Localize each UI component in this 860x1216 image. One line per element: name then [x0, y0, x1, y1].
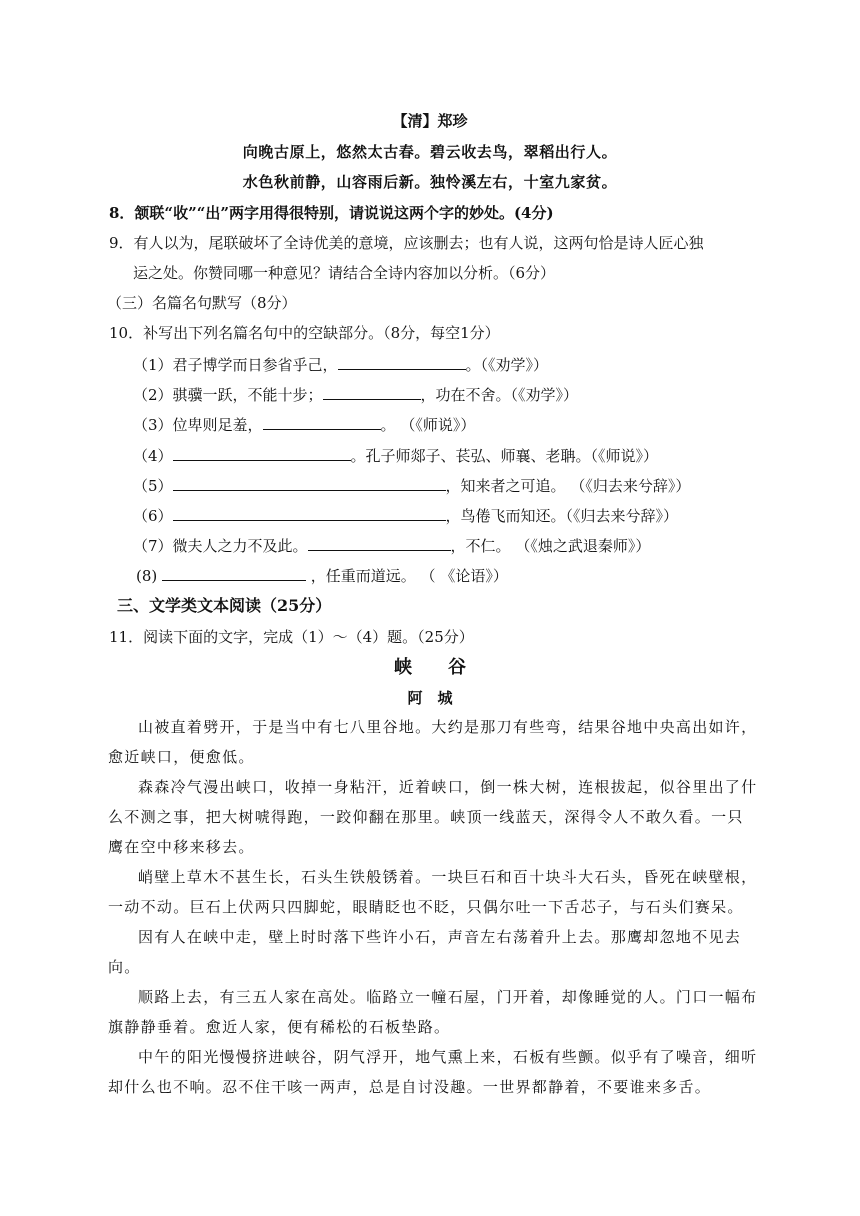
passage-paragraph: 山被直着劈开，于是当中有七八里谷地。大约是那刀有些弯，结果谷地中央高出如许，愈近峡口，便愈低。 — [108, 718, 758, 766]
blank-line[interactable] — [263, 414, 381, 430]
dictation-item-8-prefix: (8) — [136, 567, 163, 585]
blank-line[interactable] — [173, 475, 446, 491]
passage-body — [108, 712, 758, 1102]
dictation-item-3 — [133, 414, 475, 435]
passage-paragraph: 中午的阳光慢慢挤进峡谷，阴气浮开，地气熏上来，石板有些颤。似乎有了噪音，细听却什么也不响。忍不住干咳一两声，总是自讨没趣。一世界都静着，不要谁来多舌。 — [108, 1048, 758, 1096]
dictation-item-8 — [136, 565, 508, 586]
passage-paragraph: 森森冷气漫出峡口，收掉一身粘汗，近着峡口，倒一株大树，连根拔起，似谷里出了什么不测之事，把大树唬得跑，一跤仰翻在那里。峡顶一线蓝天，深得令人不敢久看。一只鹰在空中移来移去。 — [108, 778, 758, 856]
poem-line-1: 向晚古原上，悠然太古春。碧云收去鸟，翠稻出行人。 — [242, 143, 618, 161]
dictation-item-4-prefix: （4） — [133, 447, 173, 465]
dictation-item-5 — [133, 475, 690, 496]
poem-author: 【清】郑珍 — [392, 112, 468, 130]
dictation-item-8-suffix: ，任重而道远。 （ 《论语》） — [306, 567, 508, 585]
dictation-item-3-prefix: （3）位卑则足羞， — [133, 416, 263, 434]
dictation-item-7-suffix: ，不仁。 （《烛之武退秦师》） — [450, 537, 651, 555]
section-heading-dictation: （三）名篇名句默写（8分） — [107, 294, 297, 312]
dictation-item-2 — [133, 384, 578, 405]
blank-line[interactable] — [308, 535, 451, 551]
dictation-item-5-prefix: （5） — [133, 477, 173, 495]
blank-line[interactable] — [173, 505, 446, 521]
section-heading-literary: 三、文学类文本阅读（25分） — [117, 596, 332, 615]
passage-paragraph: 因有人在峡中走，壁上时时落下些许小石，声音左右荡着升上去。那鹰却忽地不见去向。 — [108, 928, 742, 976]
dictation-item-4-suffix: 。孔子师郯子、苌弘、师襄、老聃。（《师说》） — [350, 447, 659, 465]
blank-line[interactable] — [173, 445, 351, 461]
dictation-item-2-prefix: （2）骐骥一跃，不能十步； — [133, 386, 323, 404]
question-8: 8．颔联“收”“出”两字用得很特别，请说说这两个字的妙处。(4分) — [109, 204, 554, 222]
blank-line[interactable] — [162, 565, 306, 581]
dictation-item-6 — [133, 505, 678, 526]
question-10: 10．补写出下列名篇名句中的空缺部分。（8分，每空1分） — [109, 324, 500, 342]
dictation-item-7 — [133, 535, 650, 556]
dictation-item-1-prefix: （1）君子博学而日参省乎己， — [133, 356, 338, 374]
dictation-item-7-prefix: （7）微夫人之力不及此。 — [133, 537, 308, 555]
passage-author: 阿 城 — [407, 689, 453, 707]
dictation-item-3-suffix: 。 （《师说》） — [380, 416, 476, 434]
dictation-item-6-suffix: ，鸟倦飞而知还。（《归去来兮辞》） — [445, 507, 679, 525]
dictation-item-1-suffix: 。（《劝学》） — [465, 356, 549, 374]
question-11: 11．阅读下面的文字，完成（1）～（4）题。（25分） — [109, 628, 474, 646]
blank-line[interactable] — [338, 354, 466, 370]
dictation-item-4 — [133, 445, 658, 466]
question-9-line-1: 9．有人以为，尾联破坏了全诗优美的意境，应该删去；也有人说，这两句恰是诗人匠心独 — [109, 234, 704, 252]
passage-title: 峡 谷 — [394, 657, 466, 678]
poem-line-2: 水色秋前静，山容雨后新。独怜溪左右，十室九家贫。 — [242, 173, 618, 191]
dictation-item-6-prefix: （6） — [133, 507, 173, 525]
passage-paragraph: 峭壁上草木不甚生长，石头生铁般锈着。一块巨石和百十块斗大石头，昏死在峡壁根，一动不动。巨石上伏两只四脚蛇，眼睛眨也不眨，只偶尔吐一下舌芯子，与石头们赛呆。 — [108, 868, 758, 916]
passage-paragraph: 顺路上去，有三五人家在高处。临路立一幢石屋，门开着，却像睡觉的人。门口一幅布旗静静垂着。愈近人家，便有稀松的石板垫路。 — [108, 988, 758, 1036]
dictation-item-1 — [133, 354, 548, 375]
blank-line[interactable] — [323, 384, 421, 400]
dictation-item-5-suffix: ，知来者之可追。 （《归去来兮辞》） — [445, 477, 691, 495]
dictation-item-2-suffix: ，功在不舍。（《劝学》） — [420, 386, 579, 404]
question-9-line-2: 运之处。你赞同哪一种意见？请结合全诗内容加以分析。（6分） — [133, 264, 556, 282]
